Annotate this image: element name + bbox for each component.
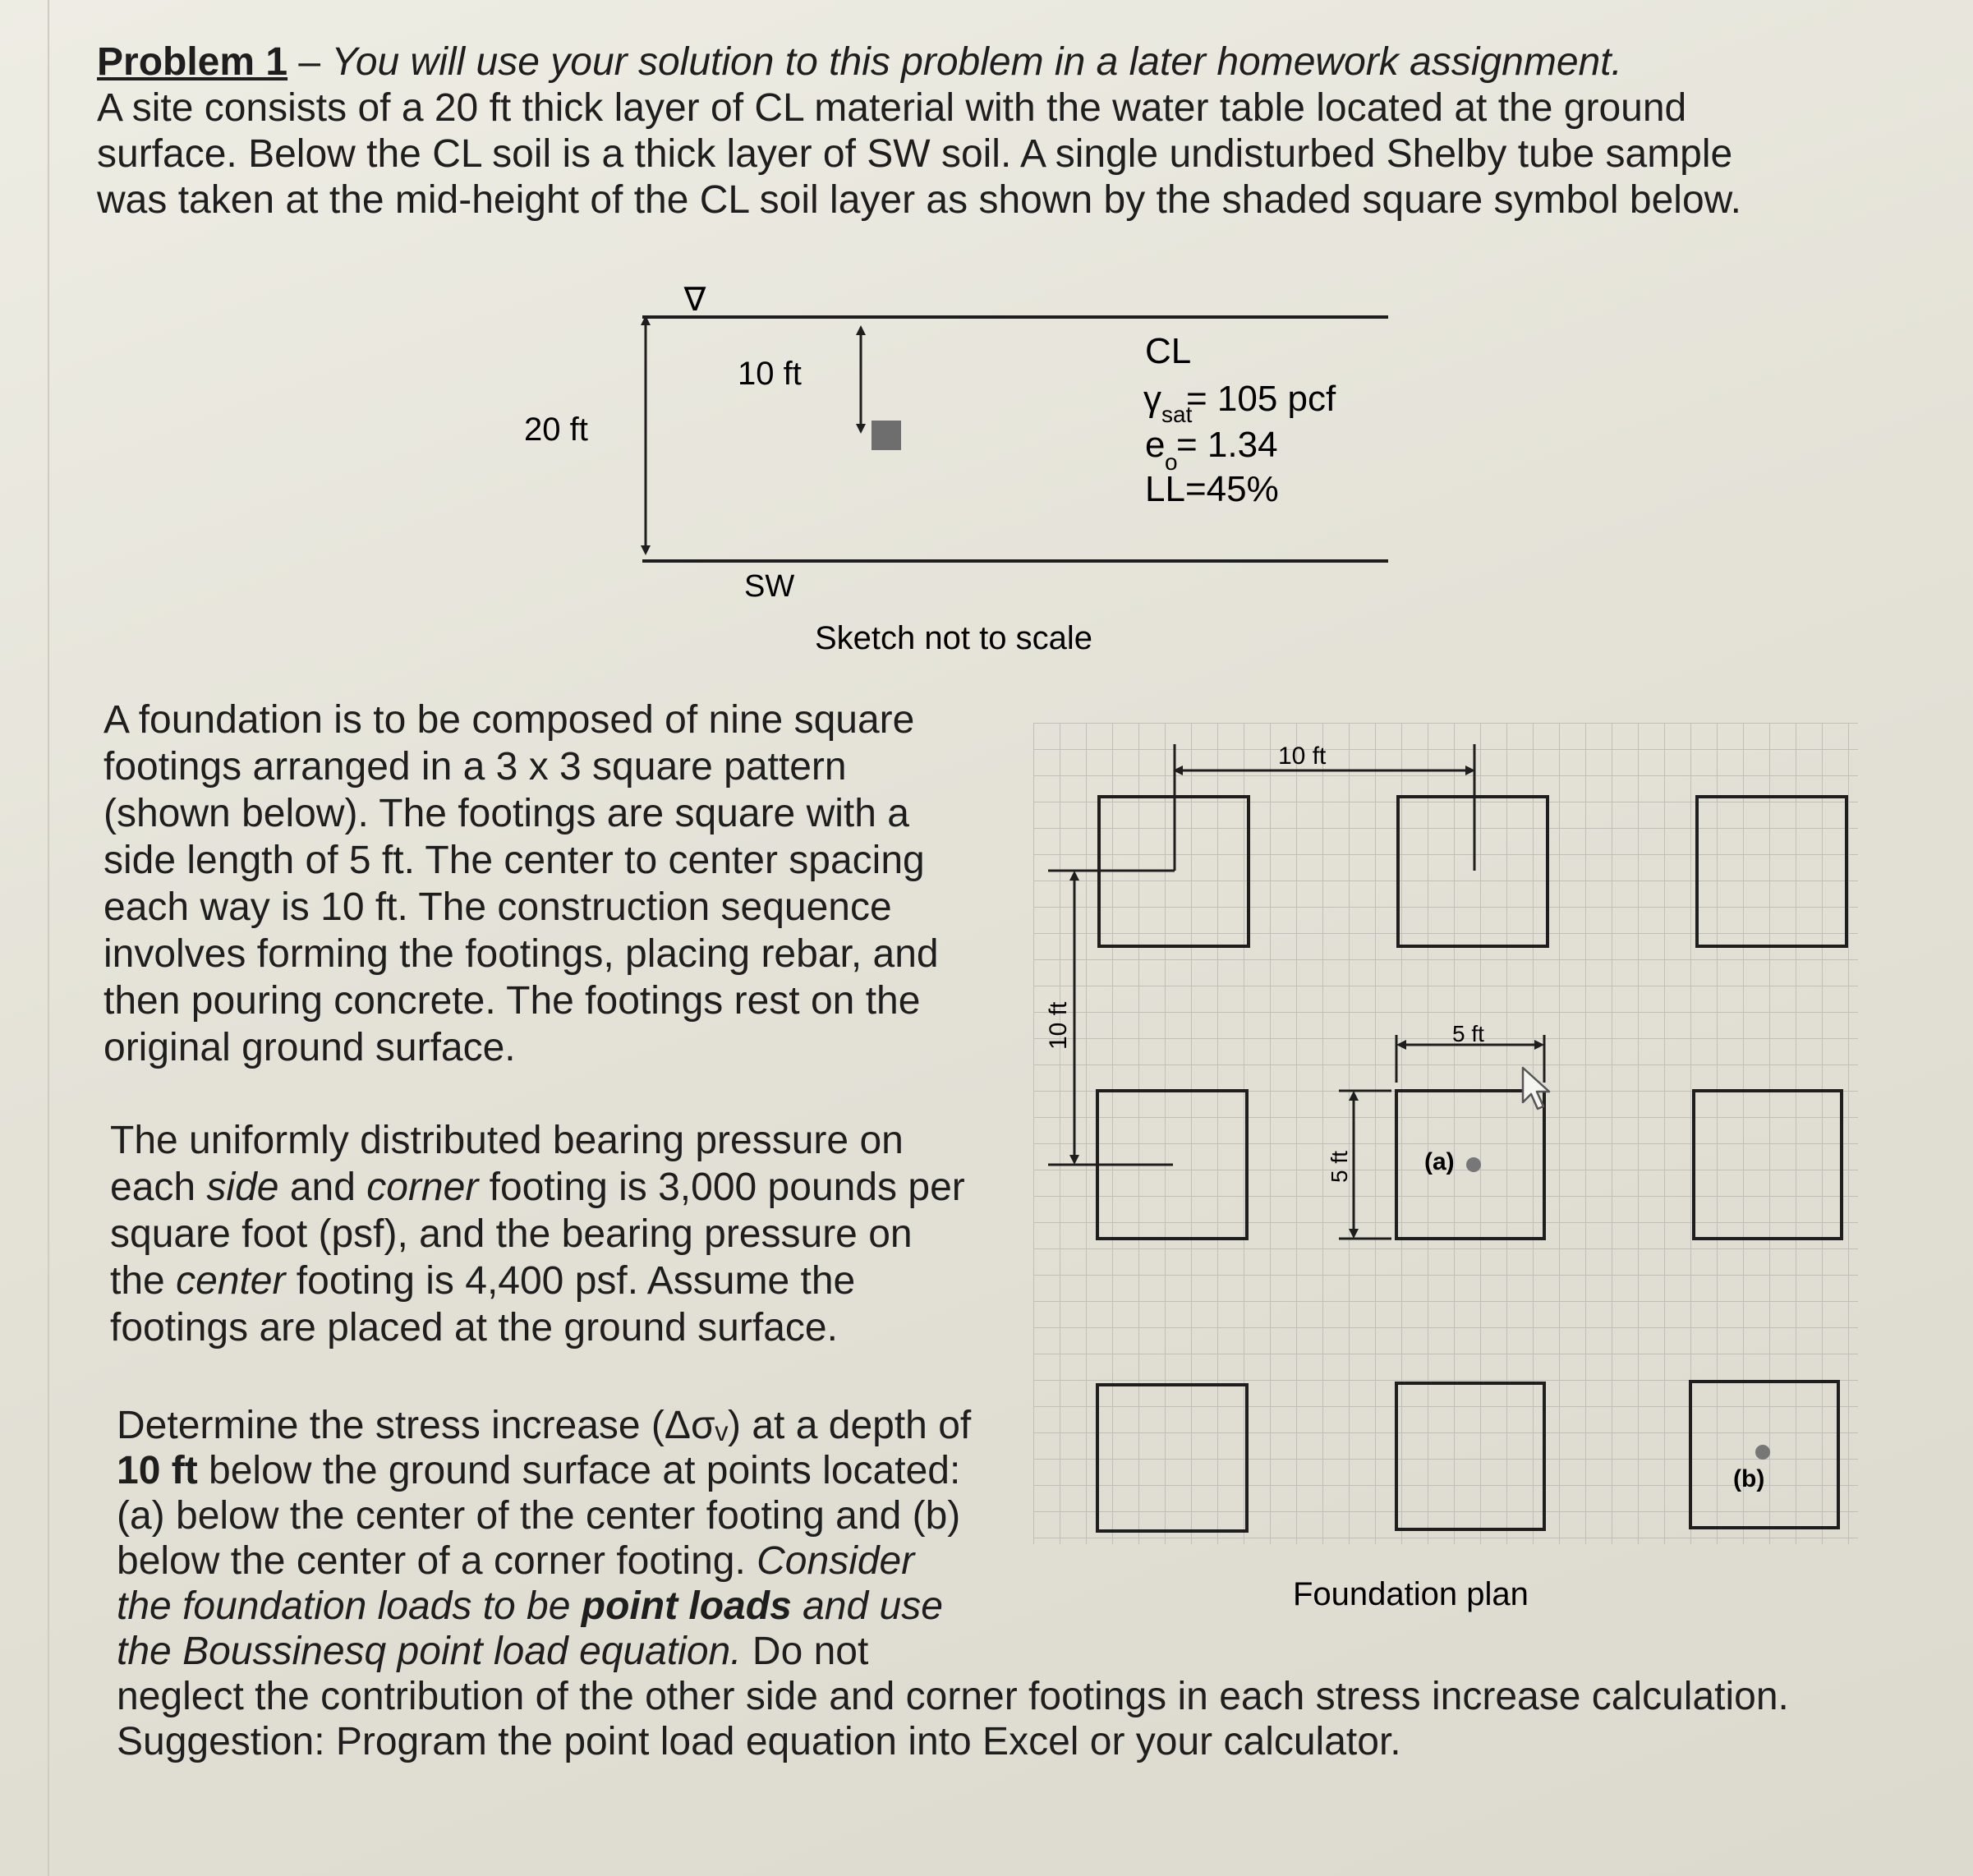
paragraph-line: neglect the contribution of the other side and corner footings in each stress increase calculation. bbox=[117, 1675, 1789, 1718]
sample-depth-label: 10 ft bbox=[738, 356, 802, 392]
paragraph-line: (a) below the center of the center footing and (b) bbox=[117, 1494, 961, 1538]
gamma-sat-subscript: sat bbox=[1161, 402, 1193, 427]
water-table-icon: ∇ bbox=[683, 282, 706, 318]
mouse-cursor-icon bbox=[1521, 1066, 1554, 1112]
void-ratio-value: = 1.34 bbox=[1176, 425, 1278, 465]
plan-grid-background bbox=[1033, 723, 1858, 1544]
paragraph-line: involves forming the footings, placing rebar, and bbox=[103, 932, 939, 976]
cl-soil-label: CL bbox=[1145, 331, 1192, 371]
problem-title: Problem 1 bbox=[97, 40, 288, 84]
corner-emphasis: corner bbox=[366, 1166, 479, 1209]
depth-emphasis: 10 ft bbox=[117, 1449, 198, 1492]
text-run: and bbox=[278, 1166, 367, 1209]
text-run: the bbox=[110, 1259, 177, 1303]
gamma-sat-value: = 105 pcf bbox=[1186, 379, 1336, 419]
text-run: each bbox=[110, 1166, 207, 1209]
sketch-caption: Sketch not to scale bbox=[815, 620, 1092, 656]
italic-run: Consider bbox=[757, 1539, 915, 1583]
point-a-marker bbox=[1466, 1157, 1481, 1172]
void-ratio-subscript: o bbox=[1165, 449, 1178, 475]
problem-note: You will use your solution to this problem in a later homework assignment. bbox=[331, 40, 1622, 84]
paragraph-line: original ground surface. bbox=[103, 1026, 516, 1069]
paragraph-line: side length of 5 ft. The center to center spacing bbox=[103, 839, 925, 882]
italic-run: the foundation loads to be bbox=[117, 1584, 582, 1628]
point-loads-emphasis: point loads bbox=[581, 1584, 792, 1628]
point-a-label: (a) bbox=[1424, 1148, 1455, 1175]
center-emphasis: center bbox=[176, 1259, 286, 1303]
paragraph-line: (shown below). The footings are square with a bbox=[103, 792, 909, 835]
layer-thickness-label: 20 ft bbox=[524, 412, 588, 448]
gamma-sat-symbol: γ bbox=[1143, 379, 1161, 419]
paragraph-line: footings arranged in a 3 x 3 square pattern bbox=[103, 745, 847, 789]
spacing-vertical-label: 10 ft bbox=[1045, 1001, 1072, 1050]
intro-line: A site consists of a 20 ft thick layer of CL material with the water table located at the ground bbox=[97, 86, 1687, 130]
paragraph-line: each way is 10 ft. The construction sequence bbox=[103, 885, 892, 929]
paragraph-line: square foot (psf), and the bearing pressure on bbox=[110, 1212, 913, 1256]
sw-soil-label: SW bbox=[744, 569, 795, 604]
point-b-label: (b) bbox=[1733, 1465, 1765, 1492]
text-run: Do not bbox=[741, 1630, 869, 1673]
side-emphasis: side bbox=[206, 1166, 279, 1209]
intro-line: was taken at the mid-height of the CL soil layer as shown by the shaded square symbol below. bbox=[97, 178, 1742, 222]
point-b-marker bbox=[1755, 1445, 1770, 1460]
text-run: footing is 4,400 psf. Assume the bbox=[285, 1259, 856, 1303]
title-dash: – bbox=[287, 40, 332, 84]
spacing-horizontal-label: 10 ft bbox=[1278, 743, 1327, 770]
text-run: below the ground surface at points located: bbox=[197, 1449, 961, 1492]
paragraph-line: then pouring concrete. The footings rest on the bbox=[103, 979, 921, 1023]
intro-line: surface. Below the CL soil is a thick layer of SW soil. A single undisturbed Shelby tube sample bbox=[97, 132, 1733, 176]
italic-run: the Boussinesq point load equation. bbox=[117, 1630, 742, 1673]
footing-width-label: 5 ft bbox=[1452, 1021, 1484, 1046]
paragraph-line: A foundation is to be composed of nine square bbox=[103, 698, 915, 742]
paragraph-line: footings are placed at the ground surface. bbox=[110, 1306, 838, 1350]
italic-run: and use bbox=[791, 1584, 943, 1628]
paragraph-line: The uniformly distributed bearing pressure on bbox=[110, 1119, 904, 1162]
text-run: footing is 3,000 pounds per bbox=[478, 1166, 965, 1209]
paragraph-line: Suggestion: Program the point load equation into Excel or your calculator. bbox=[117, 1720, 1401, 1763]
foundation-plan-caption: Foundation plan bbox=[1293, 1576, 1529, 1612]
void-ratio-e: e bbox=[1145, 425, 1166, 465]
footing-height-label: 5 ft bbox=[1327, 1151, 1352, 1183]
paragraph-line: Determine the stress increase (Δσᵥ) at a depth of bbox=[117, 1404, 972, 1447]
liquid-limit-label: LL=45% bbox=[1145, 469, 1279, 509]
text-run: below the center of a corner footing. bbox=[117, 1539, 757, 1583]
